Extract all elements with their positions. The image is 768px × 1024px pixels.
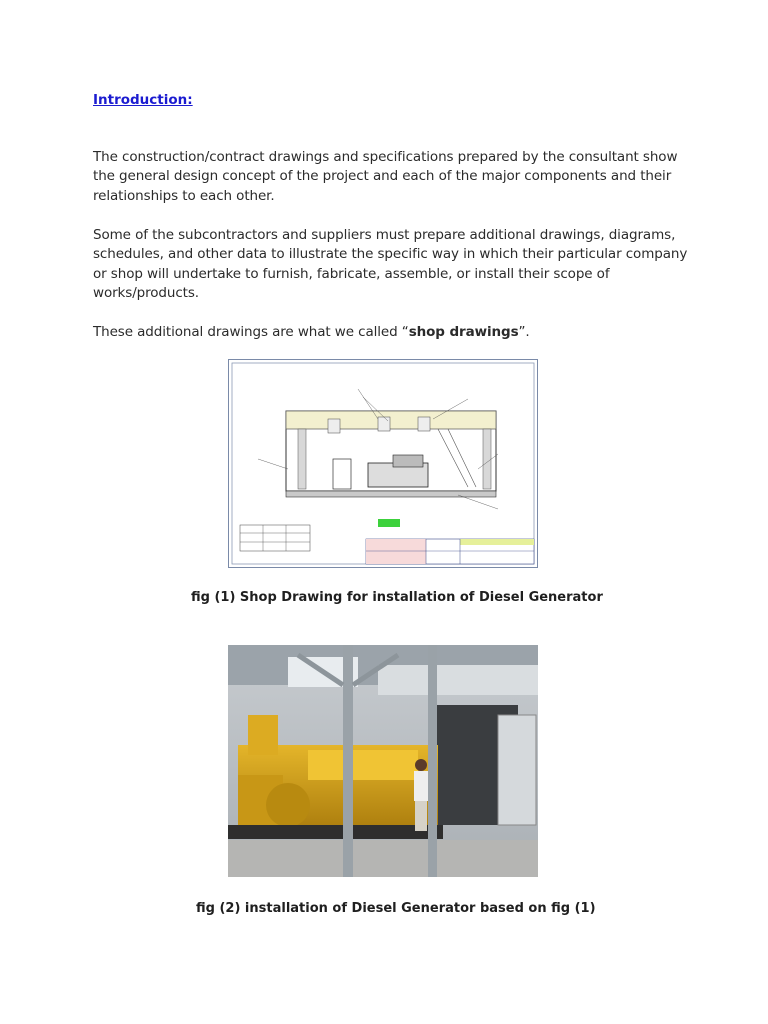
paragraph-3-text-end: ”. <box>518 324 530 340</box>
shop-drawing-image <box>228 359 538 568</box>
paragraph-3 <box>93 323 693 342</box>
figure-2-caption: fig (2) installation of Diesel Generator based on fig (1) <box>196 901 596 916</box>
section-heading: Introduction: <box>93 92 193 108</box>
paragraph-3-text-start: These additional drawings are what we called “ <box>93 324 409 340</box>
paragraph-2: Some of the subcontractors and suppliers must prepare additional drawings, diagrams, schedules, and other data to illustrate the specific way in which their particular company or shop will undertake to furnish, fabricate, assemble, or install their scope of works/products. <box>93 227 688 302</box>
generator-photo-illustration <box>228 645 538 877</box>
paragraph-1: The construction/contract drawings and specifications prepared by the consultant show the general design concept of the project and each of the major components and their relationships to each other. <box>93 149 678 204</box>
generator-photo <box>228 645 538 877</box>
shop-drawings-term: shop drawings <box>408 324 519 340</box>
figure-1-caption: fig (1) Shop Drawing for installation of Diesel Generator <box>191 590 603 605</box>
shop-drawing-illustration <box>228 359 538 568</box>
